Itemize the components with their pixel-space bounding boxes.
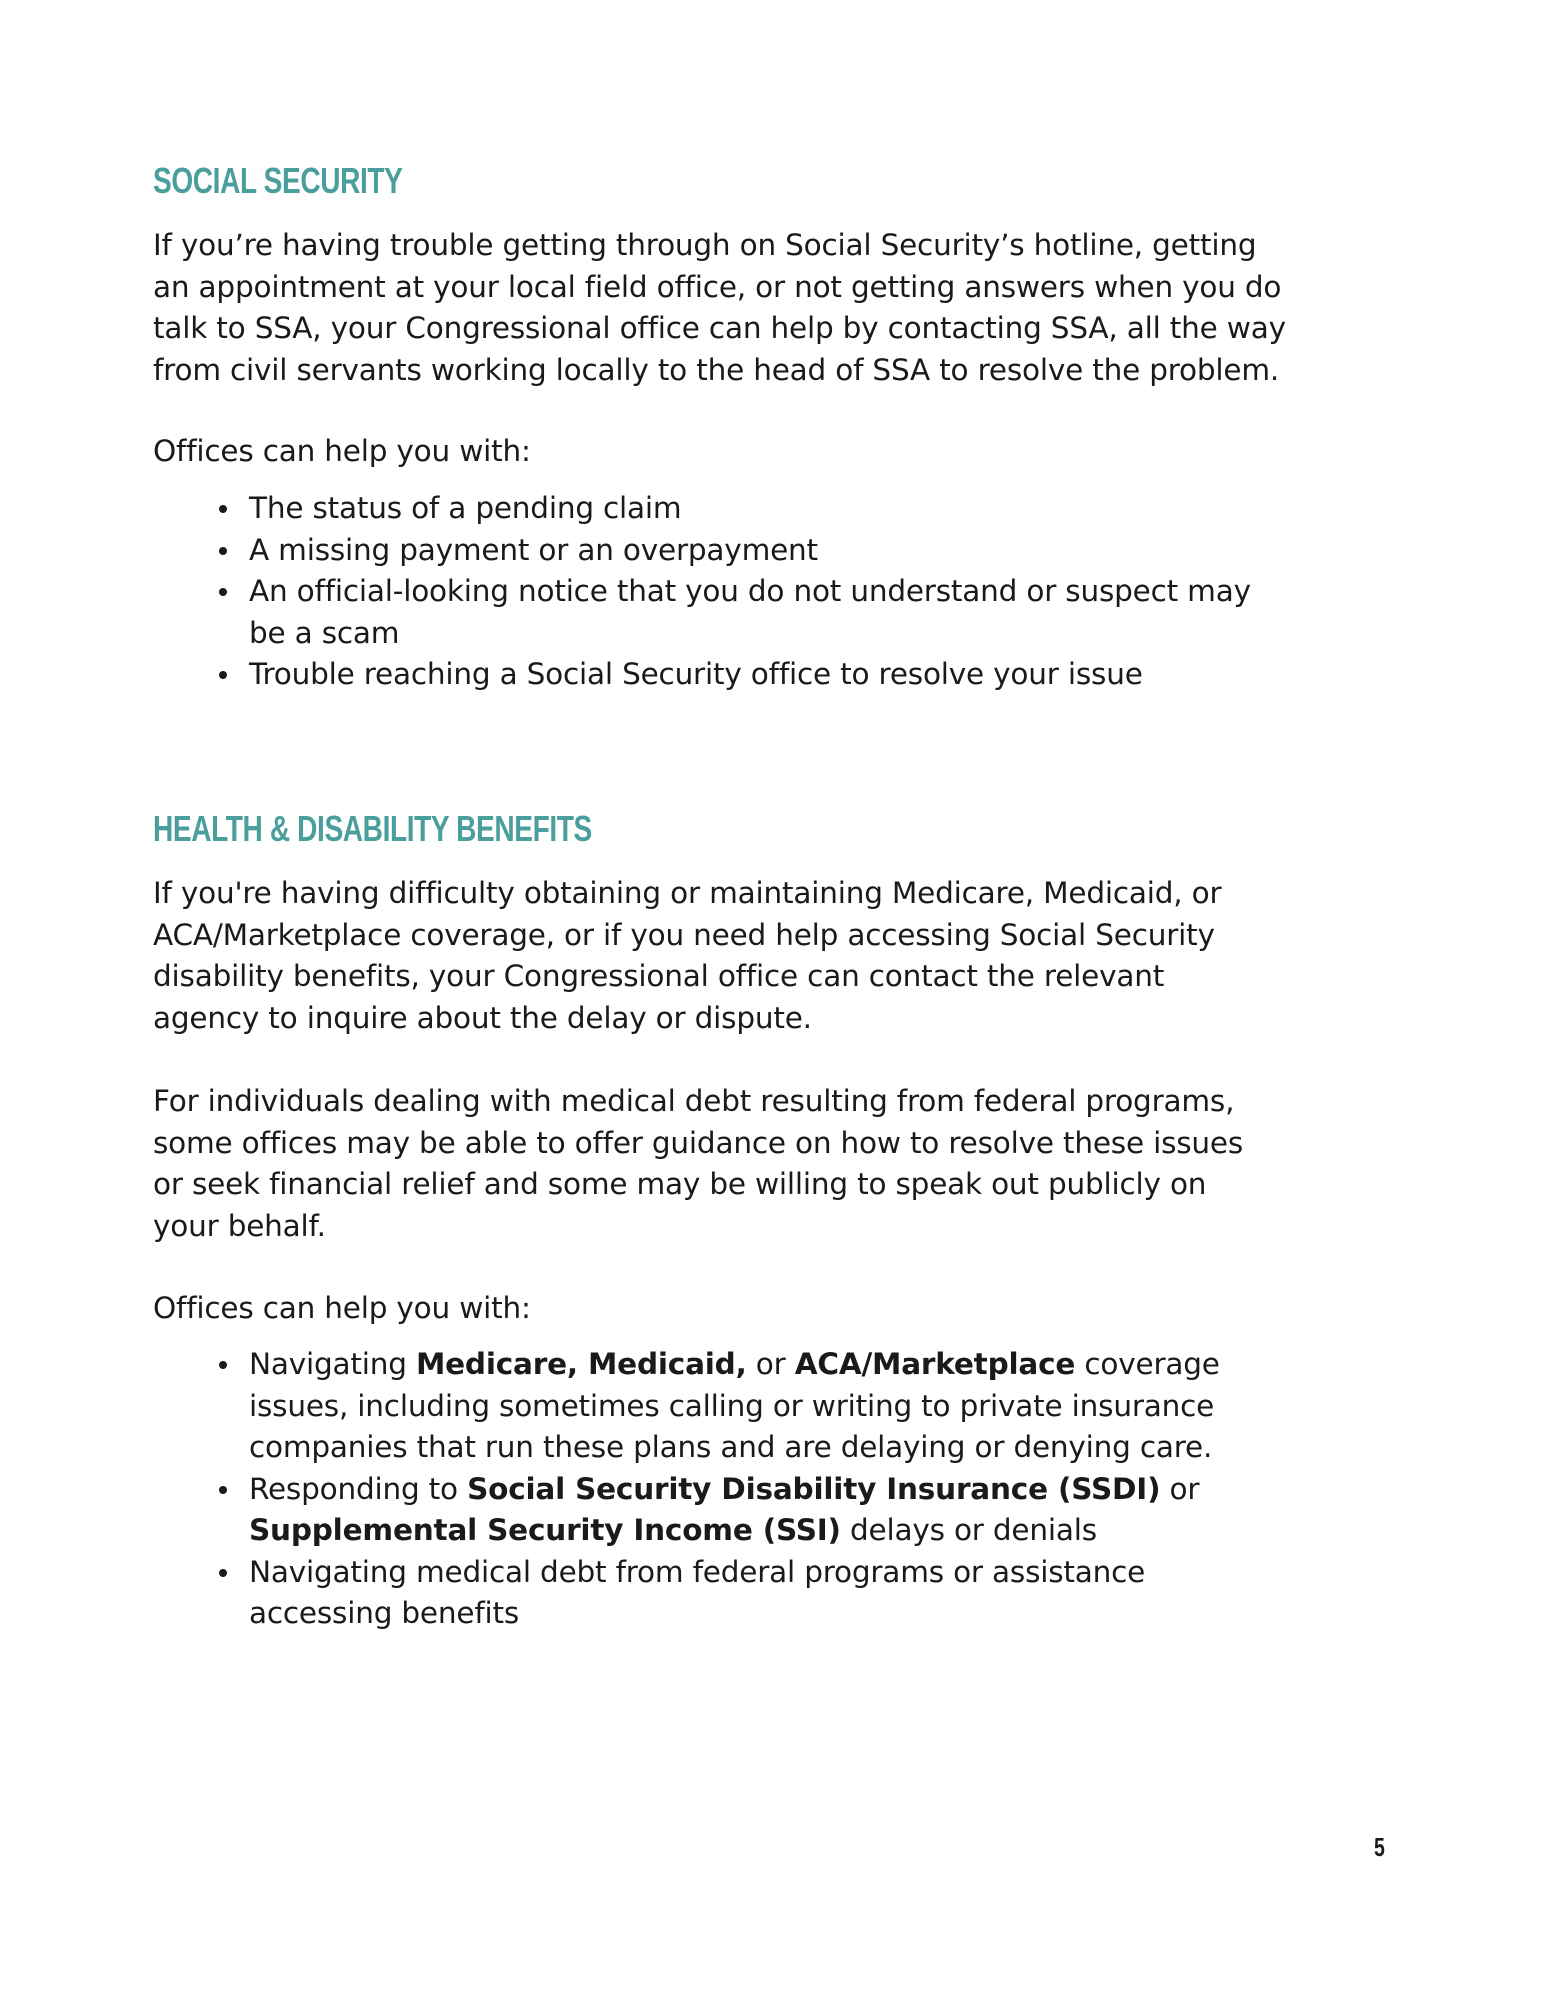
bold-ssdi: Social Security Disability Insurance (SSDI) (467, 1471, 1161, 1506)
paragraph-line: ACA/Marketplace coverage, or if you need help accessing Social Security (153, 917, 1215, 952)
list-item-text: A missing payment or an overpayment (249, 532, 818, 567)
health-help-list (153, 1344, 1393, 1635)
page-number: 5 (1374, 1832, 1385, 1862)
paragraph-line: disability benefits, your Congressional office can contact the relevant (153, 959, 1165, 993)
social-security-offices-intro (153, 431, 1393, 473)
bullet-icon (219, 1361, 227, 1369)
list-item (153, 654, 1393, 696)
section-heading-social-security: SOCIAL SECURITY (153, 160, 403, 201)
bold-aca-marketplace: ACA/Marketplace (794, 1347, 1076, 1381)
list-item-text: issues, including sometimes calling or writing to private insurance (249, 1388, 1215, 1423)
bold-medicare-medicaid: Medicare, Medicaid, (415, 1347, 747, 1381)
list-item-text: Supplemental Security Income (SSI) delays or denials (249, 1513, 1097, 1547)
list-item (153, 1552, 1393, 1635)
bullet-icon (219, 1569, 227, 1577)
list-item (153, 1344, 1393, 1469)
list-item-text: An official-looking notice that you do not understand or suspect may (249, 574, 1251, 608)
bullet-icon (219, 588, 227, 596)
list-item-text: Responding to Social Security Disability Insurance (SSDI) or (249, 1471, 1200, 1506)
list-item (153, 571, 1393, 654)
paragraph-line: talk to SSA, your Congressional office can help by contacting SSA, all the way (153, 311, 1286, 345)
list-item (153, 488, 1393, 530)
social-security-help-list (153, 488, 1393, 696)
list-item (153, 1469, 1393, 1552)
paragraph-line: an appointment at your local field office, or not getting answers when you do (153, 269, 1282, 304)
list-item-text: Navigating medical debt from federal programs or assistance (249, 1554, 1146, 1589)
paragraph-line: from civil servants working locally to the head of SSA to resolve the problem. (153, 352, 1280, 387)
list-item-text: Trouble reaching a Social Security office to resolve your issue (249, 657, 1143, 691)
list-item-text: companies that run these plans and are delaying or denying care. (249, 1430, 1213, 1464)
section-heading-health-disability: HEALTH & DISABILITY BENEFITS (153, 808, 592, 849)
paragraph-line: or seek financial relief and some may be willing to speak out publicly on (153, 1167, 1207, 1201)
list-item (153, 530, 1393, 572)
offices-intro-text: Offices can help you with: (153, 1291, 531, 1325)
bold-ssi: Supplemental Security Income (SSI) (249, 1513, 841, 1547)
offices-intro-text: Offices can help you with: (153, 434, 531, 468)
list-item-text: Navigating Medicare, Medicaid, or ACA/Marketplace coverage (249, 1347, 1220, 1381)
paragraph-line: If you're having difficulty obtaining or maintaining Medicare, Medicaid, or (153, 876, 1222, 910)
health-offices-intro (153, 1288, 1393, 1330)
list-item-text: be a scam (249, 615, 400, 650)
bullet-icon (219, 505, 227, 513)
paragraph-line: some offices may be able to offer guidance on how to resolve these issues (153, 1125, 1244, 1160)
bullet-icon (219, 671, 227, 679)
paragraph-line: If you’re having trouble getting through on Social Security’s hotline, getting (153, 228, 1257, 262)
medical-debt-paragraph (153, 1081, 1393, 1247)
list-item-text: accessing benefits (249, 1596, 520, 1630)
bullet-icon (219, 547, 227, 555)
health-intro-paragraph (153, 873, 1393, 1039)
bullet-icon (219, 1486, 227, 1494)
paragraph-line: agency to inquire about the delay or dispute. (153, 1000, 812, 1035)
paragraph-line: For individuals dealing with medical debt resulting from federal programs, (153, 1084, 1235, 1118)
social-security-intro-paragraph (153, 225, 1393, 391)
paragraph-line: your behalf. (153, 1208, 326, 1243)
list-item-text: The status of a pending claim (249, 491, 682, 525)
